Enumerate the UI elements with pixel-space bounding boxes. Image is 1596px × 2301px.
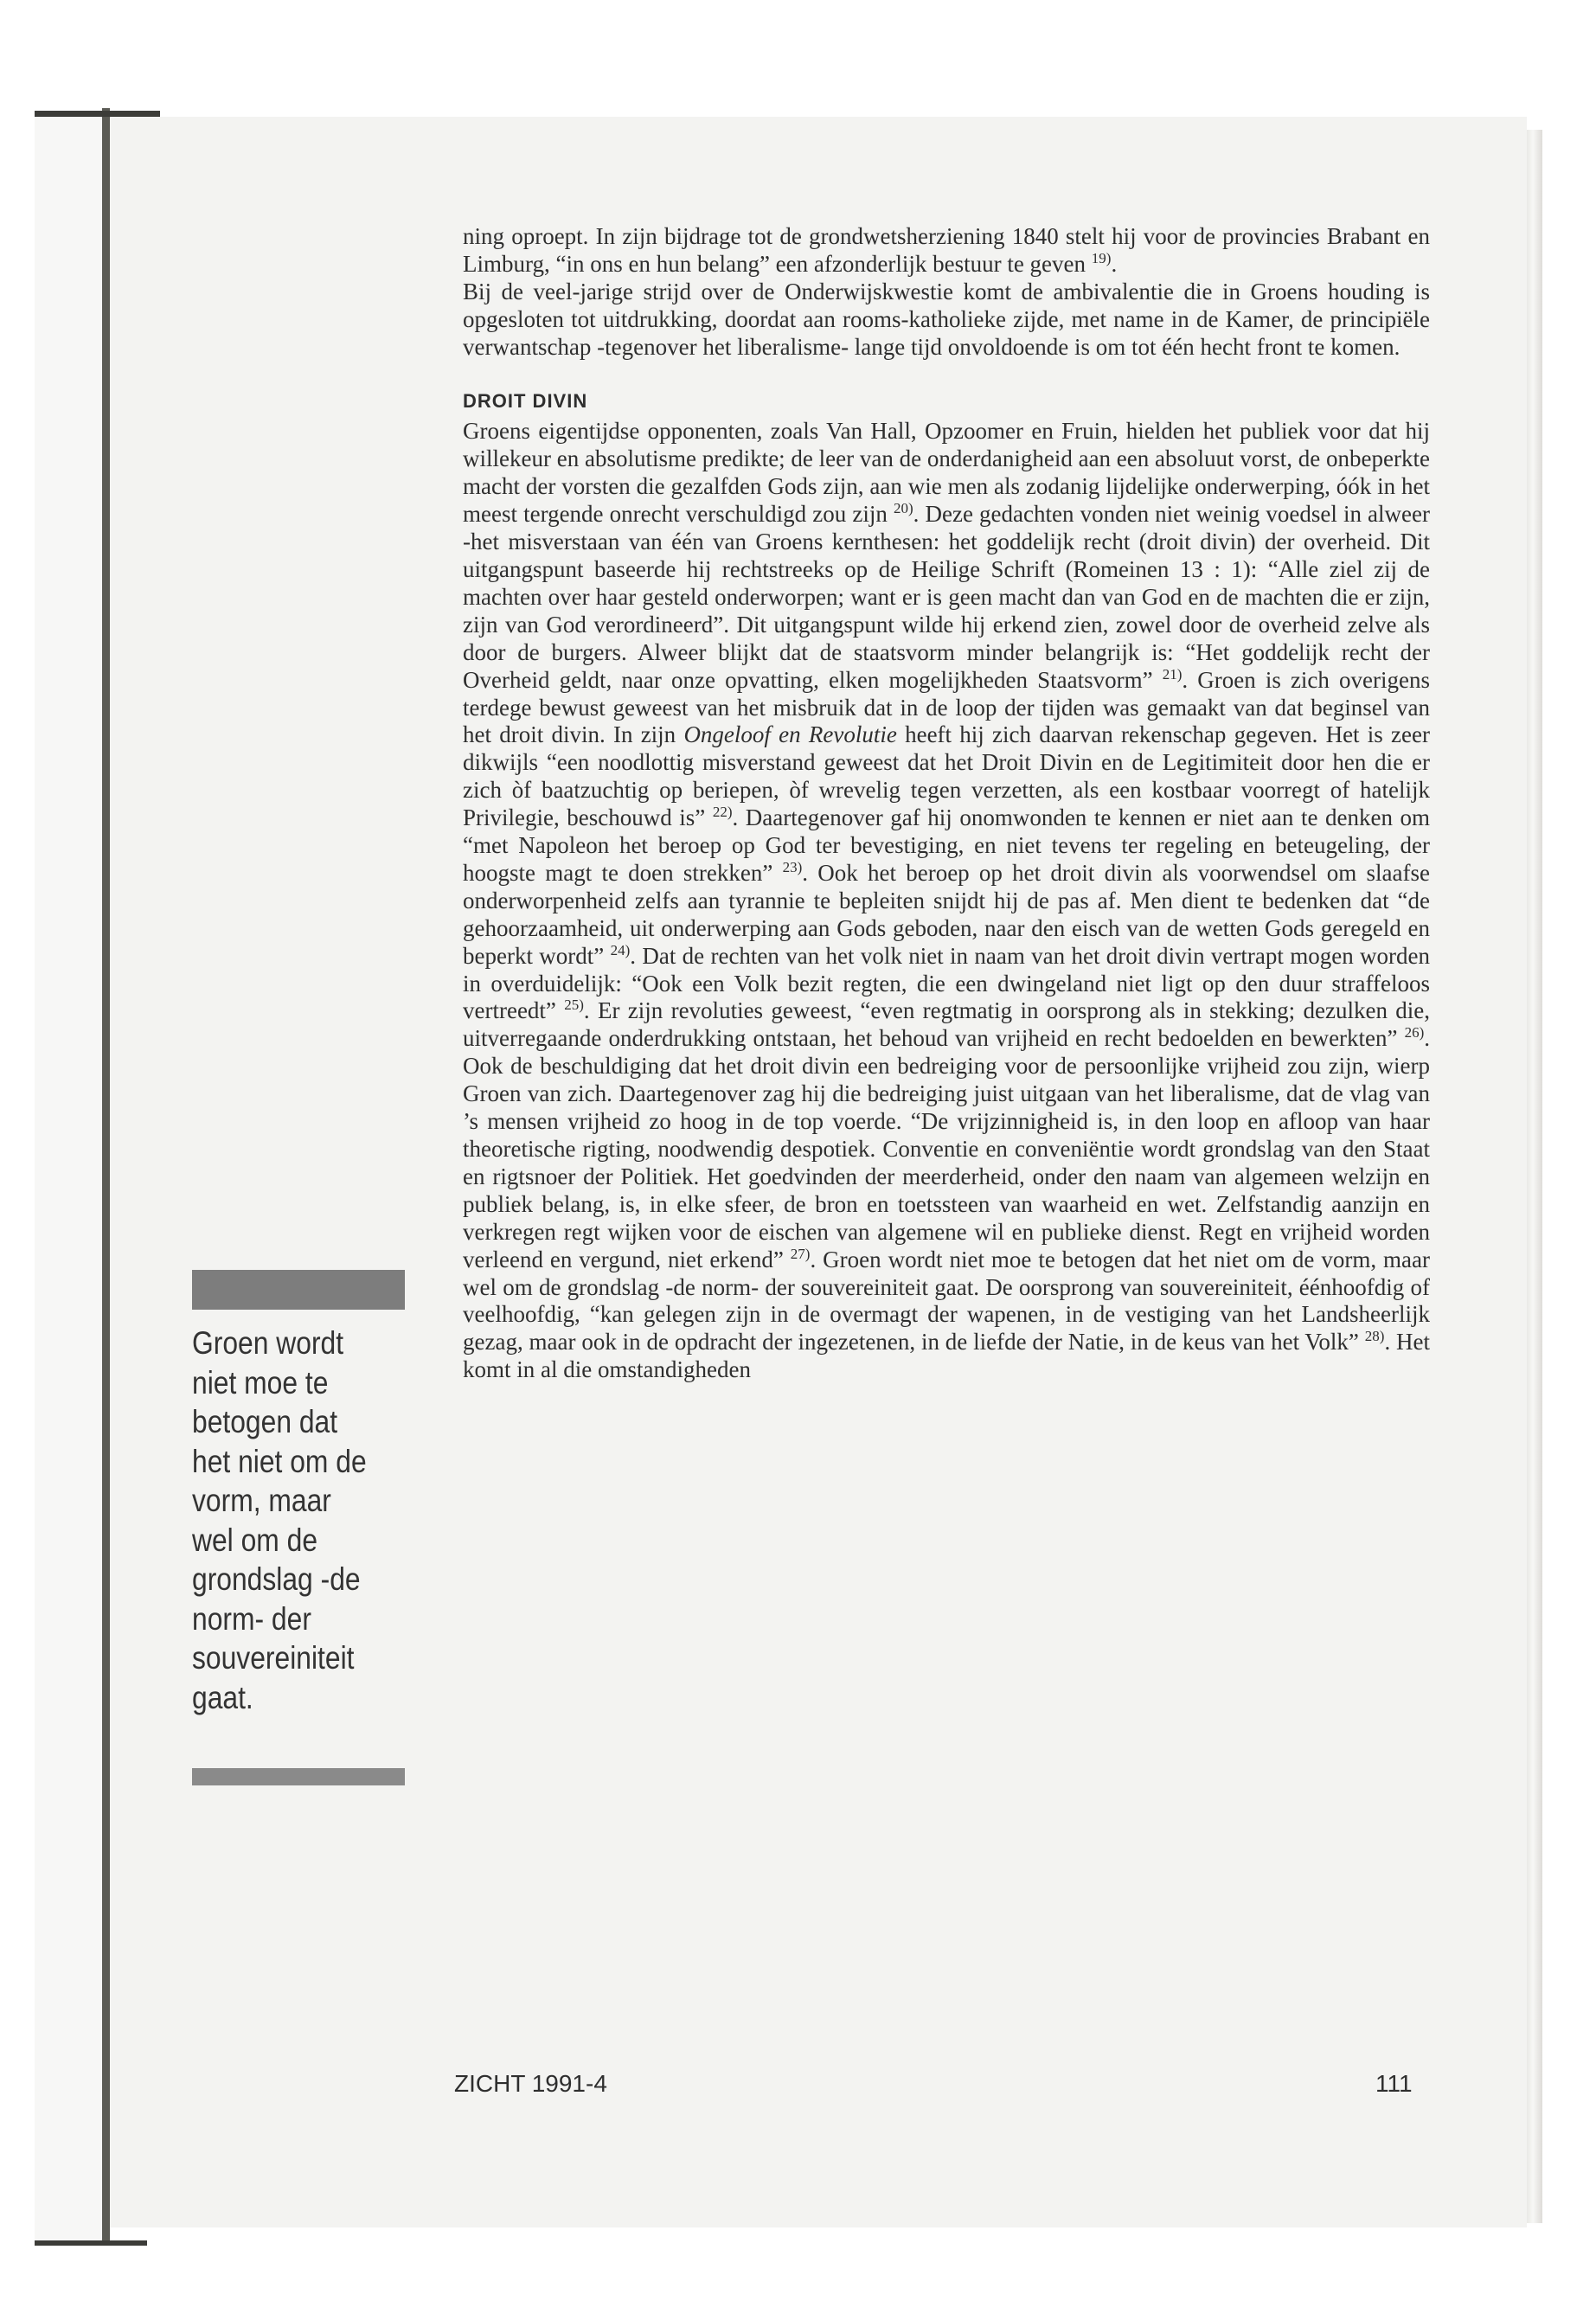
paragraph-text: . Ook de beschuldiging dat het droit divin een bedreiging voor de persoonlijke vrijheid zou zijn, wierp Groen van zich. Daartegenover zag hij die bedreiging juist uitgaan van het liberalisme, dat de vlag van ’s mensen vrijheid zo hoog in de top voerde. “De vrijzinnigheid is, in den loop en afloop van haar theoretische rigting, noodwendig despotiek. Conventie en conveniëntie wordt grondslag van den Staat en rigtsnoer der Politiek. Het goedvinden der meerderheid, onder den naam van algemeen welzijn en publiek belang, is, in elke sfeer, de bron en toetssteen van waarheid en wet. Zelfstandig aanzijn en verkregen regt wijken voor de eischen van algemene wil en publieke dienst. Regt en vrijheid worden verleend en vergund, niet erkend” xyxy=(463,1025,1430,1272)
footnote-ref: 21) xyxy=(1162,665,1183,683)
footnote-ref: 26) xyxy=(1404,1024,1425,1042)
spine-top-edge xyxy=(35,111,160,117)
pull-quote-bar-bottom xyxy=(192,1768,405,1785)
page-stack-edge xyxy=(1527,130,1542,2223)
paragraph-text: heeft hij zich daarvan rekenschap gegeven. Het is zeer dikwijls “een noodlottig misverstand geweest dat het Droit Divin en de Legitimiteit door hen die er zich òf baatzuchtig op beriepen, òf wrevelig tegen verzetten, als een kostbaar voorregt of hatelijk Privilegie, beschouwd is” xyxy=(463,721,1430,831)
paragraph-text: . Er zijn revoluties geweest, “even regtmatig in oorsprong als in stekking; dezulken die, uitverregaande onderdrukking ontstaan, het behoud van vrijheid en recht bedoelden en bewerkten” xyxy=(463,997,1430,1052)
paragraph-text: ning oproept. In zijn bijdrage tot de grondwetsherziening 1840 stelt hij voor de provincies Brabant en Limburg, “in ons en hun belang” een afzonderlijk bestuur te geven xyxy=(463,223,1430,277)
article-body xyxy=(463,223,1430,1384)
paragraph xyxy=(463,418,1430,1384)
paragraph-text: . Dat de rechten van het volk niet in naam van het droit divin vertrapt mogen worden in overduidelijk: “Ook een Volk bezit regten, die een dwingeland niet ligt op den duur straffeloos vertreedt” xyxy=(463,942,1430,1024)
book-spine xyxy=(102,108,110,2245)
paragraph-text: . Groen wordt niet moe te betogen dat het niet om de vorm, maar wel om de grondslag -de norm- der souvereiniteit gaat. De oorsprong van souvereiniteit, éénhoofdig of veelhoofdig, “kan gelegen zijn in de overmagt der wapenen, in de vestiging van het Landsheerlijk gezag, maar ook in de opdracht der ingezetenen, in de liefde der Natie, in de keus van het Volk” xyxy=(463,1246,1430,1356)
pull-quote-bar-top xyxy=(192,1270,405,1310)
pull-quote: Groen wordt niet moe te betogen dat het niet om de vorm, maar wel om de grondslag -de norm- der souvereiniteit gaat. xyxy=(192,1325,367,1715)
footnote-ref: 19) xyxy=(1091,249,1112,266)
paragraph-text: . Deze gedachten vonden niet weinig voedsel in alweer -het misverstaan van één van Groens kernthesen: het goddelijk recht (droit divin) der overheid. Dit uitgangspunt baseerde hij rechtstreeks op de Heilige Schrift (Romeinen 13 : 1): “Alle ziel zij de machten over haar gesteld onderworpen; want er is geen macht dan van God en de machten die er zijn, zijn van God verordineerd”. Dit uitgangspunt wilde hij erkend zien, zowel door de overheid zelve als door de burgers. Alweer blijkt dat de staatsvorm minder belangrijk is: “Het goddelijk recht der Overheid geldt, naar onze opvatting, elken mogelijkheden Staatsvorm” xyxy=(463,501,1430,693)
paragraph-text: . Het komt in al die omstandigheden xyxy=(463,1329,1431,1383)
footnote-ref: 23) xyxy=(782,858,803,875)
book-title: Ongeloof en Revolutie xyxy=(683,721,897,748)
paragraph-text: Groens eigentijdse opponenten, zoals Van Hall, Opzoomer en Fruin, hielden het publiek voor dat hij willekeur en absolutisme predikte; de leer van de onderdanigheid aan een absoluut vorst, de onbeperkte macht der vorsten die gezalfden Gods zijn, aan wie men als zodanig lijdelijke onderwerping, óók in het meest tergende onrecht verschuldigd zou zijn xyxy=(463,418,1430,528)
footnote-ref: 28) xyxy=(1364,1328,1385,1345)
footnote-ref: 25) xyxy=(564,997,584,1014)
footnote-ref: 24) xyxy=(610,941,631,958)
footer-journal-title: ZICHT 1991-4 xyxy=(454,2070,607,2097)
paragraph-text: . Ook het beroep op het droit divin als voorwendsel om slaafse onderworpenheid zelfs aan tyrannie te bepleiten snijdt hij de pas af. Men dient te bedenken dat “de gehoorzaamheid, uit onderwerping aan Gods geboden, naar den eisch van de wetten Gods geregeld en beperkt wordt” xyxy=(463,859,1430,969)
paragraph xyxy=(463,279,1430,362)
paragraph: ning oproept. In zijn bijdrage tot de grondwetsherziening 1840 stelt hij voor de provincies Brabant en Limburg, “in ons en hun belang” een afzonderlijk bestuur te geven $^{19)}$. xyxy=(463,223,1430,277)
facing-page-edge xyxy=(35,117,102,2240)
footnote-ref: 27) xyxy=(790,1245,811,1262)
spine-bottom-edge xyxy=(35,2240,147,2246)
footnote-ref: 22) xyxy=(712,804,733,821)
section-heading: DROIT DIVIN xyxy=(463,389,588,412)
footnote-ref: 20) xyxy=(893,500,913,517)
paragraph-text: . Daartegenover gaf hij onomwonden te kennen er niet aan te denken om “met Napoleon het beroep op God ter bevestiging, en niet tevens ter regeling en beteugeling, der hoogste magt te doen strekken” xyxy=(463,804,1431,886)
paragraph-text: Bij de veel-jarige strijd over de Onderwijskwestie komt de ambivalentie die in Groens houding is opgesloten tot uitdrukking, doordat aan rooms-katholieke zijde, met name in de Kamer, de principiële verwantschap -tegenover het liberalisme- lange tijd onvoldoende is om tot één hecht front te komen. xyxy=(463,278,1430,360)
page-number: 111 xyxy=(1375,2070,1413,2097)
paragraph-text: . Groen is zich overigens terdege bewust geweest van het misbruik dat in de loop der tijden was gemaakt van dat beginsel van het droit divin. In zijn xyxy=(463,666,1430,748)
